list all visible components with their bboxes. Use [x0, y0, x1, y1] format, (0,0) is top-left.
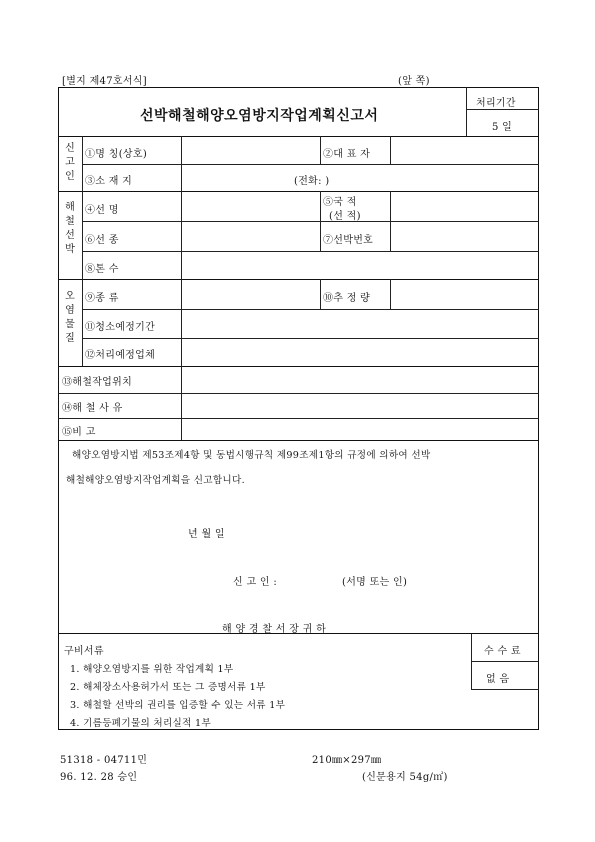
- footer-code: 51318 - 04711민: [60, 755, 148, 766]
- reporter-sign-label: 신 고 인 :: [233, 577, 277, 588]
- page-side: (앞 쪽): [398, 76, 430, 87]
- signature-placeholder: (서명 또는 인): [342, 577, 408, 588]
- field-processing-company-label: ⑫처리예정업체: [85, 350, 156, 361]
- declaration-line1: 해양오염방지법 제53조제4항 및 동법시행규칙 제99조제1항의 규정에 의하여 선박: [72, 450, 431, 461]
- form-number: [별지 제47호서식]: [62, 76, 147, 87]
- representative-input[interactable]: [392, 138, 537, 162]
- processing-company-input[interactable]: [183, 340, 537, 364]
- kind-input[interactable]: [183, 281, 318, 307]
- field-representative-label: ②대 표 자: [323, 149, 371, 160]
- reason-input[interactable]: [183, 395, 537, 416]
- documents-title: 구비서류: [64, 646, 104, 657]
- field-estimated-amount-label: ⑩추 정 량: [323, 293, 371, 304]
- address-input[interactable]: [183, 166, 537, 189]
- recipient: 해 양 경 찰 서 장 귀 하: [222, 624, 327, 635]
- field-ship-number-label: ⑦선박번호: [323, 235, 374, 246]
- nationality-input[interactable]: [392, 193, 537, 219]
- declaration-date: 년 월 일: [188, 529, 225, 540]
- field-phone-label: (전화: ): [294, 176, 330, 187]
- field-work-location-label: ⑬해철작업위치: [62, 377, 133, 388]
- processing-period-value: 5 일: [492, 122, 513, 133]
- footer-approval: 96. 12. 28 승인: [60, 772, 138, 783]
- field-ship-name-label: ④선 명: [85, 205, 119, 216]
- field-cleaning-period-label: ⑪청소예정기간: [85, 322, 156, 333]
- ship-name-input[interactable]: [183, 193, 318, 219]
- fee-label: 수 수 료: [484, 646, 521, 657]
- field-address-label: ③소 재 지: [85, 176, 133, 187]
- document-item-2: 2. 해체장소사용허가서 또는 그 증명서류 1부: [70, 682, 266, 693]
- name-input[interactable]: [183, 138, 318, 162]
- field-ship-type-label: ⑥선 종: [85, 235, 119, 246]
- processing-period-label: 처리기간: [476, 98, 516, 109]
- field-kind-label: ⑨종 류: [85, 293, 119, 304]
- field-reason-label: ⑭해 철 사 유: [62, 403, 123, 414]
- declaration-line2: 해철해양오염방지작업계획을 신고합니다.: [66, 475, 245, 486]
- fee-value: 없 음: [486, 674, 510, 685]
- estimated-amount-input[interactable]: [392, 281, 537, 307]
- form-title: 선박해철해양오염방지작업계획신고서: [140, 108, 379, 124]
- field-nationality-label: ⑤국 적: [323, 197, 357, 208]
- work-location-input[interactable]: [183, 368, 537, 391]
- field-remarks-label: ⑮비 고: [62, 427, 96, 438]
- document-item-1: 1. 해양오염방지를 위한 작업계획 1부: [70, 664, 234, 675]
- section-pollutant: 오염물질: [65, 291, 75, 344]
- field-tonnage-label: ⑧톤 수: [85, 264, 119, 275]
- remarks-input[interactable]: [183, 420, 537, 438]
- document-item-4: 4. 기름등폐기물의 처리실적 1부: [70, 718, 212, 729]
- ship-type-input[interactable]: [183, 223, 318, 249]
- document-item-3: 3. 해철할 선박의 권리를 입증할 수 있는 서류 1부: [70, 700, 286, 711]
- cleaning-period-input[interactable]: [183, 311, 537, 336]
- footer-paper: (신문용지 54g/㎡): [362, 772, 448, 783]
- ship-number-input[interactable]: [392, 223, 537, 249]
- footer-size: 210㎜×297㎜: [312, 755, 382, 766]
- tonnage-input[interactable]: [183, 253, 537, 277]
- section-reporter: 신고인: [65, 143, 75, 182]
- field-name-label: ①명 칭(상호): [85, 149, 148, 160]
- section-ship: 해철선박: [65, 202, 75, 255]
- field-nationality-sub-label: (선 적): [329, 211, 361, 222]
